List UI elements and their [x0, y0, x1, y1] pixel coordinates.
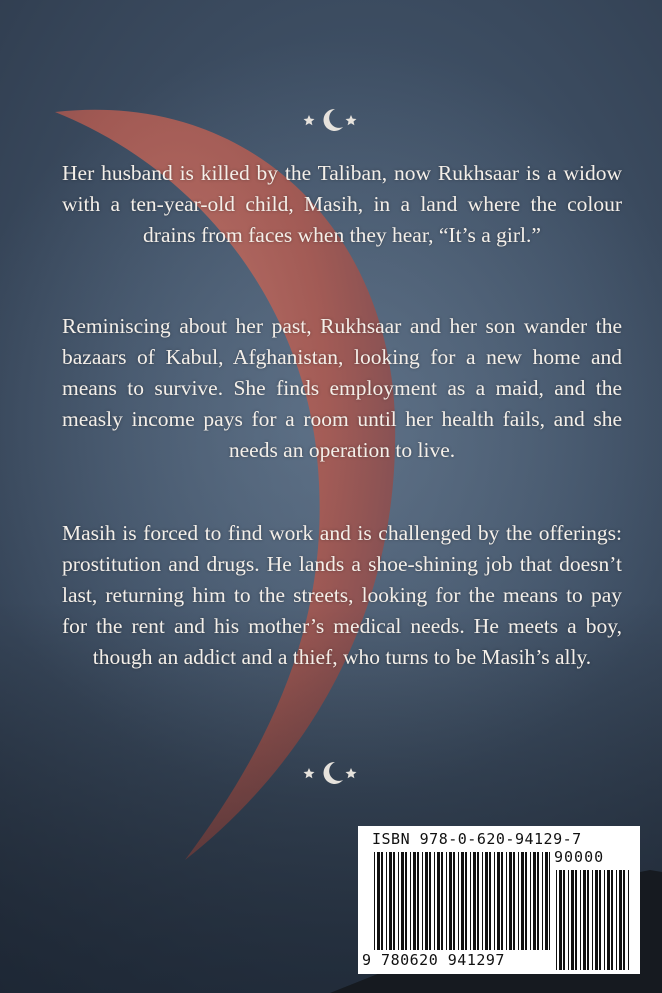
barcode-ean-number: 9 780620 941297	[362, 951, 505, 969]
barcode-bar	[449, 852, 452, 950]
ornament-divider-top	[0, 105, 662, 135]
star-icon	[346, 768, 357, 778]
barcode-bar	[485, 852, 488, 950]
barcode-bar	[398, 852, 399, 950]
isbn-barcode-box	[358, 826, 640, 974]
barcode-bar	[374, 852, 375, 950]
barcode-bar	[429, 852, 431, 950]
barcode-bar	[473, 852, 476, 950]
ornament-divider-bottom	[0, 758, 662, 788]
barcode-bar	[489, 852, 491, 950]
barcode-bar	[405, 852, 407, 950]
barcode-bar	[513, 852, 515, 950]
barcode-bar	[413, 852, 416, 950]
barcode-bar	[623, 870, 625, 970]
barcode-bar	[441, 852, 443, 950]
barcode-bar	[453, 852, 455, 950]
barcode-bar	[465, 852, 467, 950]
barcode-bar	[461, 852, 464, 950]
barcode-bar	[494, 852, 495, 950]
barcode-bar	[377, 852, 380, 950]
barcode-bar	[556, 870, 557, 970]
barcode-bar	[563, 870, 565, 970]
isbn-label: ISBN 978-0-620-94129-7	[372, 830, 582, 848]
star-icon	[304, 768, 315, 778]
barcode-bar	[604, 870, 605, 970]
barcode-bar	[549, 852, 550, 950]
blurb-paragraph-3: Masih is forced to find work and is challenged by the offerings: prostitution and drugs. He lands a shoe-shining job that doesn’t last, returning him to the streets, looking for the means to pay for the rent and his mother’s medical needs. He meets a boy, though an addict and a thief, who turns to be Masih’s ally.	[62, 521, 622, 669]
barcode-bar	[592, 870, 593, 970]
barcode-bar	[583, 870, 586, 970]
barcode-bar	[616, 870, 617, 970]
barcode-bar	[401, 852, 404, 950]
barcode-bar	[509, 852, 512, 950]
barcode-bar	[628, 870, 629, 970]
barcode-bar	[497, 852, 500, 950]
blurb-paragraph-1: Her husband is killed by the Taliban, now Rukhsaar is a widow with a ten-year-old child, Masih, in a land where the colour drains from faces when they hear, “It’s a girl.”	[62, 161, 622, 247]
barcode-bar	[437, 852, 440, 950]
barcode-bar	[410, 852, 411, 950]
barcode-bar	[607, 870, 610, 970]
barcode-bar	[568, 870, 569, 970]
barcode-bar	[446, 852, 447, 950]
barcode-bar	[389, 852, 392, 950]
barcode-bar	[537, 852, 539, 950]
barcode-bar	[381, 852, 383, 950]
crescent-moon-icon	[324, 109, 343, 131]
barcode-bar	[580, 870, 581, 970]
barcode-bar	[595, 870, 598, 970]
barcode-bar	[393, 852, 395, 950]
barcode-bar	[525, 852, 527, 950]
barcode-bar	[571, 870, 574, 970]
barcode-bar	[619, 870, 622, 970]
barcode-bar	[530, 852, 531, 950]
blurb-paragraph-2: Reminiscing about her past, Rukhsaar and her son wander the bazaars of Kabul, Afghanistan, looking for a new home and means to survive. She finds employment as a maid, and the measly income pays for a room until her health fails, and she needs an operation to live.	[62, 314, 622, 462]
barcode-bar	[477, 852, 479, 950]
barcode-addon-number: 90000	[554, 848, 605, 866]
barcode-bar	[611, 870, 613, 970]
barcode-bar	[575, 870, 577, 970]
barcode-bar	[386, 852, 387, 950]
barcode-bar	[506, 852, 507, 950]
barcode-bar	[482, 852, 483, 950]
barcode-bar	[417, 852, 419, 950]
barcode-bar	[587, 870, 589, 970]
barcode-bar	[559, 870, 562, 970]
barcode-bar	[518, 852, 519, 950]
barcode-bar	[422, 852, 423, 950]
star-icon	[346, 115, 357, 125]
barcode-bar	[434, 852, 435, 950]
crescent-moon-icon	[324, 762, 343, 784]
barcode-bar	[599, 870, 601, 970]
barcode-bar	[458, 852, 459, 950]
barcode-bar	[542, 852, 543, 950]
barcode-bar	[545, 852, 548, 950]
barcode-bar	[521, 852, 524, 950]
barcode-bar	[533, 852, 536, 950]
star-icon	[304, 115, 315, 125]
barcode-bar	[425, 852, 428, 950]
barcode-bar	[501, 852, 503, 950]
barcode-bar	[470, 852, 471, 950]
